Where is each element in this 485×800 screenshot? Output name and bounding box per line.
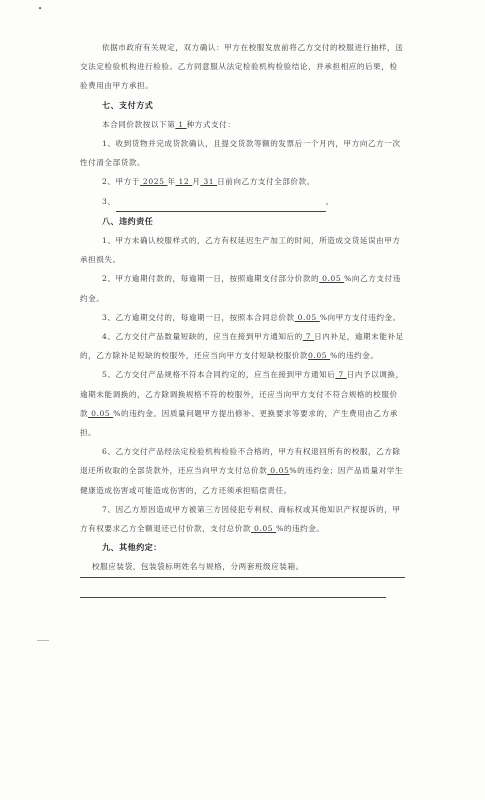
breach-item-2-rate: 0.05 bbox=[319, 274, 345, 284]
breach-item-4-rate: 0.05 bbox=[308, 351, 331, 361]
payment-item-1: 1、收到货物并完成货款确认，且提交货款等额的发票后一个月内，甲方向乙方一次性付清全部货款。 bbox=[80, 139, 401, 168]
blank-ruled-line bbox=[80, 580, 386, 598]
payment-intro bbox=[80, 115, 405, 134]
breach-item-5 bbox=[80, 365, 405, 442]
section-8-title: 八、违约责任 bbox=[102, 215, 154, 226]
payment-item-2 bbox=[80, 172, 405, 191]
breach-item-5-pre: 5、乙方交付产品规格不符本合同约定的，应当在接到甲方通知后 bbox=[102, 370, 336, 380]
breach-item-2-pre: 2、甲方逾期付款的，每逾期一日，按照逾期支付部分价款的 bbox=[102, 274, 320, 284]
breach-item-7-post: %的违约金。 bbox=[276, 524, 325, 534]
breach-item-2-post: %向乙方支付违约金。 bbox=[80, 274, 401, 303]
other-agreement-handwritten: 校服应装袋，包装袋标明姓名与规格，分两套班级应装箱。 bbox=[80, 557, 405, 577]
payment-item-3-pre: 3、 bbox=[102, 196, 116, 206]
margin-mark bbox=[37, 640, 49, 641]
payment-method-number: 1 bbox=[175, 119, 187, 129]
payment-item-2-post: 日前向乙方支付全部价款。 bbox=[217, 177, 315, 187]
payment-item-2-pre: 2、甲方于 bbox=[102, 177, 140, 187]
breach-item-3-post: %向甲方支付违约金。 bbox=[319, 312, 401, 322]
breach-item-4-days: 7 bbox=[302, 332, 315, 342]
inspection-paragraph: 依据市政府有关规定，双方确认：甲方在校服发放前将乙方交付的校服进行抽样，送交法定检验机构进行检验。乙方同意服从法定检验机构检验结论，并承担相应的后果，检验费用由甲方承担。 bbox=[80, 43, 404, 91]
breach-item-4-pre: 4、乙方交付产品数量短缺的，应当在接到甲方通知后的 bbox=[102, 332, 303, 342]
payment-month: 12 bbox=[175, 177, 193, 187]
breach-item-3-pre: 3、乙方逾期交付的，每逾期一日，按照本合同总价款 bbox=[102, 312, 295, 322]
payment-intro-pre: 本合同价款按以下第 bbox=[102, 119, 176, 129]
breach-item-6-rate: 0.05 bbox=[267, 466, 290, 476]
payment-item-3 bbox=[80, 192, 405, 212]
contract-body bbox=[80, 38, 405, 598]
breach-item-1: 1、甲方未确认校服样式的，乙方有权延迟生产加工的时间，所造成交货延误由甲方承担损失。 bbox=[80, 236, 401, 265]
breach-item-4 bbox=[80, 327, 405, 365]
breach-item-5-days: 7 bbox=[335, 370, 347, 380]
section-9-title: 九、其他约定： bbox=[102, 542, 162, 553]
breach-item-7 bbox=[80, 500, 405, 538]
breach-item-6 bbox=[80, 442, 405, 500]
breach-item-4-post: %的违约金。 bbox=[330, 351, 379, 361]
payment-year-unit: 年 bbox=[167, 177, 176, 187]
breach-item-3 bbox=[80, 308, 405, 327]
breach-item-5-rate: 0.05 bbox=[88, 408, 114, 418]
breach-item-7-pre: 7、因乙方原因造成甲方被第三方因侵犯专利权、商标权或其他知识产权提诉的，甲方有权要求乙方全额退还已付价款，支付总价款 bbox=[80, 504, 401, 534]
breach-item-6-pre: 6、乙方交付产品经法定检验机构检验不合格的，甲方有权退回所有的校服，乙方除退还所收取的全部货款外，还应当向甲方支付总价款 bbox=[80, 447, 401, 476]
breach-item-5-post: %的违约金。因质量问题甲方提出修补、更换要求等要求的，产生费用由乙方承担。 bbox=[80, 408, 398, 438]
breach-item-3-rate: 0.05 bbox=[294, 312, 320, 322]
page-mark: • bbox=[38, 5, 43, 13]
payment-year: 2025 bbox=[139, 177, 168, 187]
breach-item-6-post: %的违约金；因产品质量对学生健康造成伤害或可能造成伤害的，乙方还须承担赔偿责任。 bbox=[80, 466, 404, 495]
payment-item-3-post: 。 bbox=[325, 196, 334, 206]
breach-item-2 bbox=[80, 269, 405, 307]
payment-item-3-blank bbox=[116, 192, 326, 212]
breach-item-5-mid: 日内予以调换，逾期未能调换的，乙方除调换规格不符的校服外，还应当向甲方支付不符合规格的校服价款 bbox=[80, 370, 404, 418]
section-7-title: 七、支付方式 bbox=[102, 99, 154, 110]
breach-item-7-rate: 0.05 bbox=[251, 524, 277, 534]
breach-item-4-mid: 日内补足，逾期未能补足的，乙方除补足短缺的校服外，还应当向甲方支付短缺校服价款 bbox=[80, 332, 404, 361]
payment-day: 31 bbox=[200, 177, 218, 187]
payment-month-unit: 月 bbox=[192, 177, 201, 187]
payment-intro-post: 种方式支付： bbox=[186, 119, 236, 129]
